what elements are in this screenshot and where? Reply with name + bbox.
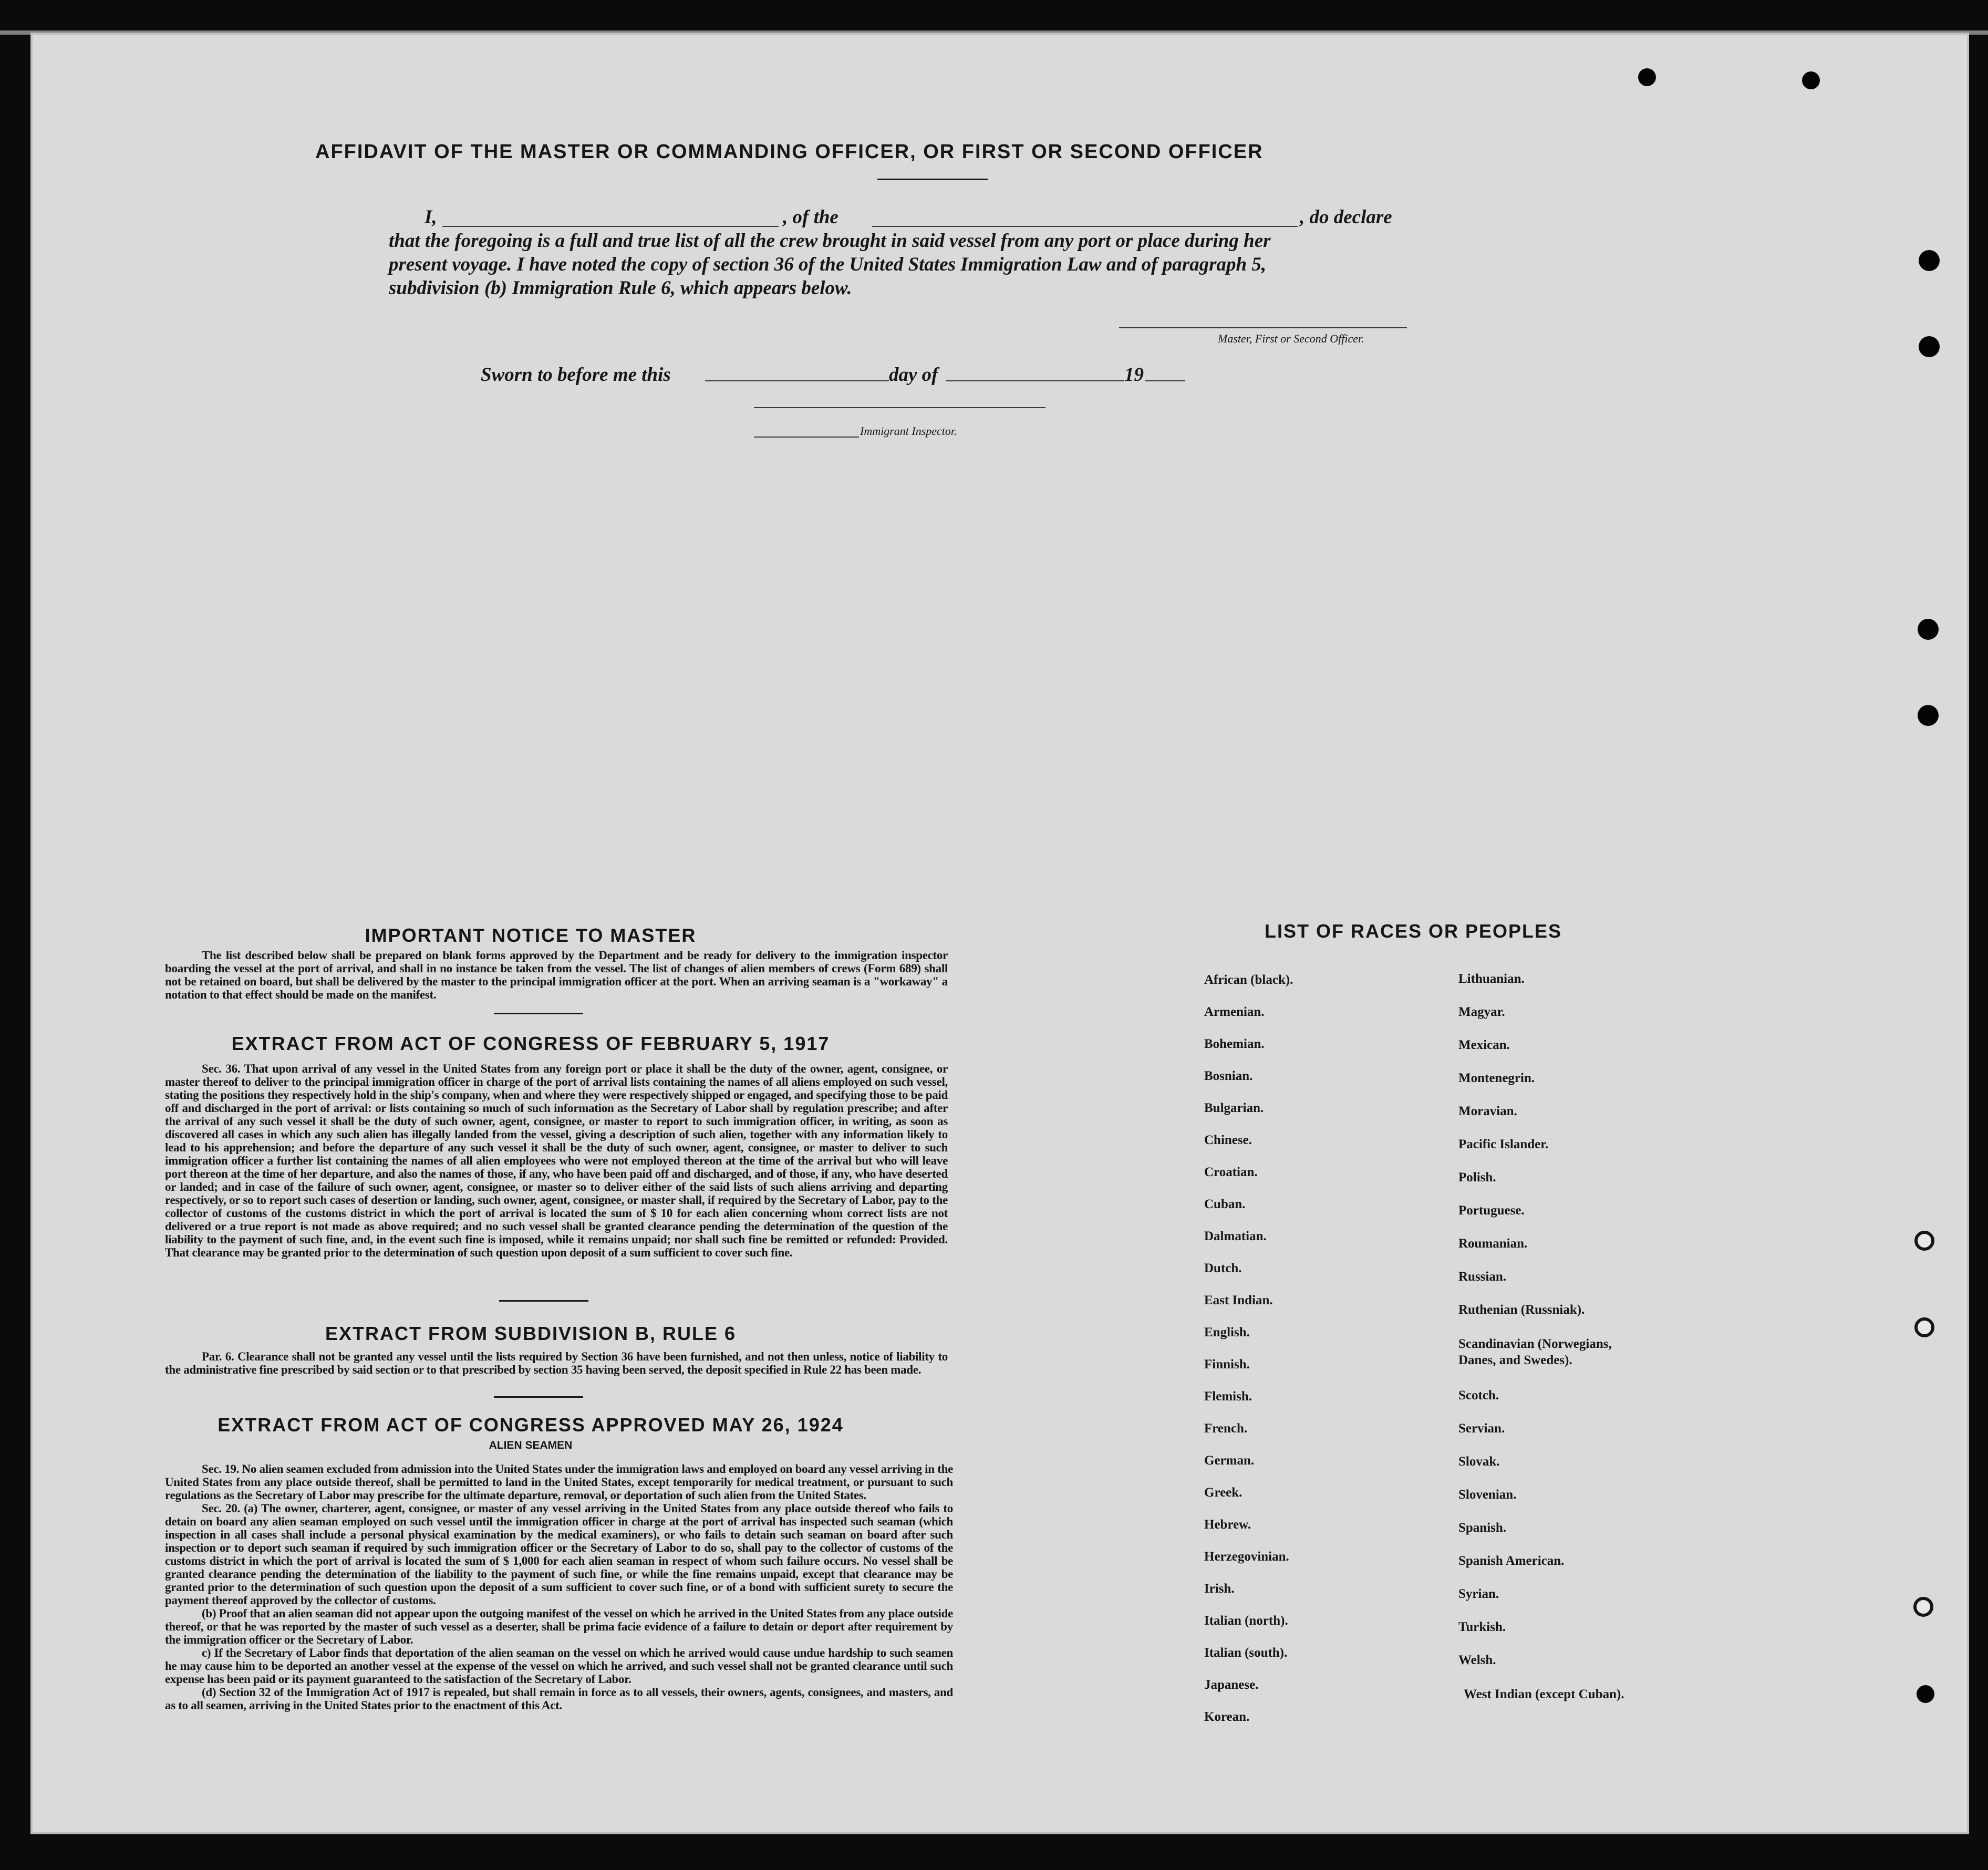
race-left-item: Dutch. [1204,1261,1242,1275]
race-right-item: Montenegrin. [1458,1071,1535,1085]
race-right-item: Pacific Islander. [1458,1137,1549,1151]
sworn-year-blank[interactable] [1145,380,1185,381]
race-right-item: Moravian. [1458,1104,1517,1118]
extract-rule6-title: EXTRACT FROM SUBDIVISION B, RULE 6 [325,1323,737,1344]
notice-paragraph: The list described below shall be prepared on blank forms approved by the Department and be ready for delivery to the immigration inspector boarding the vessel at the port of arrival, and shall in no instance be taken from the vessel. The list of changes of alien members of crews (Form 689) shall not be retained on board, but shall be delivered by the master to the principal immigration officer at the port. When an arriving seaman is a "workaway" a notation to that effect should be made on the manifest. [165,949,948,1001]
binder-hole [1913,1597,1933,1617]
race-right-item: Magyar. [1458,1005,1505,1019]
race-right-item: Spanish American. [1458,1554,1565,1568]
race-left-item: Japanese. [1204,1678,1259,1692]
race-left-item: Italian (south). [1204,1646,1288,1660]
extract-1917-title: EXTRACT FROM ACT OF CONGRESS OF FEBRUARY 5, 1917 [231,1033,830,1054]
extract-1924-title: EXTRACT FROM ACT OF CONGRESS APPROVED MAY 26, 1924 [218,1414,844,1436]
affidavit-line2: that the foregoing is a full and true list of all the crew brought in said vessel from any port or place during her [389,230,1271,252]
race-right-item: West Indian (except Cuban). [1464,1687,1624,1701]
race-left-item: Chinese. [1204,1133,1252,1147]
race-left-item: Croatian. [1204,1165,1258,1179]
binder-hole [1918,619,1939,640]
race-left-item: German. [1204,1453,1255,1468]
race-right-item: Russian. [1458,1270,1507,1284]
race-right-item: Scandinavian (Norwegians, Danes, and Swedes). [1458,1337,1612,1367]
race-left-item: English. [1204,1325,1250,1339]
race-left-item: Irish. [1204,1582,1235,1596]
binder-hole [1919,336,1940,357]
affidavit-i: I, [424,206,437,228]
par6-paragraph: Par. 6. Clearance shall not be granted any vessel until the lists required by Section 36 have been furnished, and not then unless, notice of liability to the administrative fine prescribed by said section or to that prescribed by section 35 having been served, the deposit specified in Rule 22 has been made. [165,1350,948,1376]
race-left-item: Flemish. [1204,1389,1252,1404]
race-right-item: Slovak. [1458,1455,1500,1469]
race-right-item: Roumanian. [1458,1237,1528,1251]
sec20c-paragraph: c) If the Secretary of Labor finds that deportation of the alien seaman on the vessel on which he arrived would cause undue hardship to such seamen he may cause him to be deported an another vessel at the expense of the vessel on which he arrived, and such vessel shall not be granted clearance until such expense has been paid or its payment guaranteed to the satisfaction of the Secretary of Labor. [165,1646,953,1686]
affidavit-title: AFFIDAVIT OF THE MASTER OR COMMANDING OFFICER, OR FIRST OR SECOND OFFICER [315,141,1264,163]
notice-title: IMPORTANT NOTICE TO MASTER [365,924,697,946]
extract-1917-text [165,1062,948,1259]
affidavit-line4: subdivision (b) Immigration Rule 6, which appears below. [389,277,852,299]
extract-1924-text [165,1462,953,1712]
vessel-name-blank[interactable] [872,226,1298,227]
race-left-item: Bosnian. [1204,1069,1253,1083]
race-right-item: Ruthenian (Russniak). [1458,1303,1585,1317]
race-right-item: Turkish. [1458,1620,1506,1634]
race-left-item: Herzegovinian. [1204,1550,1289,1564]
race-right-item: Mexican. [1458,1038,1510,1052]
signature-caption: Master, First or Second Officer. [1218,332,1364,345]
race-right-item: Spanish. [1458,1521,1507,1535]
binder-hole [1918,705,1939,726]
affidavit-declare: , do declare [1300,206,1392,228]
affidavit-line3: present voyage. I have noted the copy of section 36 of the United States Immigration Law and of paragraph 5, [389,254,1267,275]
race-left-item: Greek. [1204,1485,1242,1500]
sec20b-paragraph: (b) Proof that an alien seaman did not appear upon the outgoing manifest of the vessel on which he arrived in the United States from any place outside thereof, or that he was reported by the master of such vessel as a deserter, shall be prima facie evidence of a failure to detain or deport after requirement by the immigration officer or the Secretary of Labor. [165,1607,953,1646]
sworn-year: 19 [1124,364,1144,386]
inspector-caption-line [754,437,859,438]
sec20d-paragraph: (d) Section 32 of the Immigration Act of 1917 is repealed, but shall remain in force as to all vessels, their owners, agents, consignees, and masters, and as to all seamen, arriving in the United States prior to the enactment of this Act. [165,1686,953,1712]
binder-hole [1914,1231,1934,1251]
sworn-day-of: day of [889,364,938,386]
sec36-paragraph: Sec. 36. That upon arrival of any vessel in the United States from any foreign port or place it shall be the duty of the owner, agent, consignee, or master thereof to deliver to the principal immigration officer in charge of the port of arrival lists containing the names of all aliens employed on such vessel, stating the positions they respectively hold in the ship's company, when and where they were respectively shipped or engaged, and specifying those to be paid off and discharged in the port of arrival: or lists containing so much of such information as the Secretary of Labor shall by regulation prescribe; and after the arrival of any such vessel it shall be the duty of such owner, agent, consignee, or master to report to such immigration officer, in writing, as soon as discovered all cases in which any such alien has illegally landed from the vessel, giving a description of such alien, together with any information likely to lead to his apprehension; and before the departure of any such vessel it shall be the duty of such owner, agent, consignee, or master to deliver to such immigration officer a further list containing the names of all alien employees who were not employed thereon at the time of the arrival but who will leave port thereon at the time of her departure, and also the names of those, if any, who have been paid off and discharged, and of those, if any, who have deserted or landed; and in case of the failure of such owner, agent, consignee, or master so to deliver either of the said lists of such aliens arriving and departing respectively, or so to report such cases of desertion or landing, such owner, agent, consignee, or master shall, if required by the Secretary of Labor, pay to the collector of customs of the customs district in which the port of arrival is located the sum of $ 10 for each alien concerning whom correct lists are not delivered or a true report is not made as above required; and no such vessel shall be granted clearance pending the determination of the question of the liability to the payment of such fine, and, in the event such fine is imposed, while it remains unpaid; nor shall such fine be remitted or refunded: Provided. That clearance may be granted prior to the determination of such question upon deposit of a sum sufficient to cover such fine. [165,1062,948,1259]
race-left-item: Italian (north). [1204,1614,1288,1628]
race-right-item: Portuguese. [1458,1203,1525,1218]
race-left-item: Armenian. [1204,1005,1265,1019]
affidavit-of-the: , of the [783,206,838,228]
sworn-month-blank[interactable] [946,380,1124,381]
race-left-item: Bulgarian. [1204,1101,1264,1115]
race-left-item: Dalmatian. [1204,1229,1267,1243]
divider [494,1013,583,1014]
race-left-item: Finnish. [1204,1357,1250,1372]
extract-rule6-text [165,1350,948,1376]
divider [877,179,988,180]
race-left-item: Cuban. [1204,1197,1246,1211]
race-left-item: Bohemian. [1204,1037,1265,1051]
race-left-item: French. [1204,1421,1248,1436]
races-title: LIST OF RACES OR PEOPLES [1264,920,1562,942]
punch-hole [1638,68,1656,86]
race-right-item: Welsh. [1458,1653,1496,1667]
punch-hole [1802,71,1820,89]
inspector-caption: Immigrant Inspector. [860,424,957,438]
divider [499,1300,588,1302]
race-right-item: Scotch. [1458,1388,1499,1402]
master-signature-blank[interactable] [1119,327,1407,328]
binder-hole [1917,1685,1934,1703]
race-right-item: Slovenian. [1458,1488,1517,1502]
race-left-item: East Indian. [1204,1293,1273,1307]
race-left-item: African (black). [1204,973,1293,987]
sec20a-paragraph: Sec. 20. (a) The owner, charterer, agent, consignee, or master of any vessel arriving in the United States from any place outside thereof who fails to detain on board any alien seaman employed on such vessel until the immigration officer in charge at the port of arrival has inspected such seaman (which inspection in all cases shall include a personal physical examination by the medical examiners), or who fails to detain such seaman on board after such inspection or to deport such seaman if required by such immigration officer or the Secretary of Labor to do so, shall pay to the collector of customs of the customs district in which the port of arrival is located the sum of $ 1,000 for each alien seaman in respect of whom such failure occurs. No vessel shall be granted clearance pending the determination of the liability to the payment of such fine, or while the fine remains unpaid, except that clearance may be granted prior to the determination of such question upon the deposit of a sum sufficient to cover such fine, or of a bond with sufficient surety to secure the payment thereof approved by the collector of customs. [165,1502,953,1607]
race-right-item: Polish. [1458,1170,1496,1185]
race-right-item: Syrian. [1458,1587,1499,1601]
binder-hole [1914,1317,1934,1337]
race-right-item: Lithuanian. [1458,972,1525,986]
notice-text [165,949,948,1001]
race-right-item: Servian. [1458,1421,1505,1436]
race-left-item: Korean. [1204,1710,1250,1724]
sworn-day-blank[interactable] [705,380,889,381]
divider [494,1396,583,1398]
sworn-prefix: Sworn to before me this [481,364,671,386]
sec19-paragraph: Sec. 19. No alien seamen excluded from admission into the United States under the immigration laws and employed on board any vessel arriving in the United States from any place outside thereof, shall be permitted to land in the United States, except temporarily for medical treatment, or pursuant to such regulations as the Secretary of Labor may prescribe for the ultimate departure, removal, or deportation of such alien from the United States. [165,1462,953,1502]
race-left-item: Hebrew. [1204,1518,1251,1532]
binder-hole [1919,250,1940,271]
alien-seamen-subtitle: ALIEN SEAMEN [489,1439,573,1451]
master-name-blank[interactable] [442,226,779,227]
inspector-signature-blank[interactable] [754,407,1045,408]
